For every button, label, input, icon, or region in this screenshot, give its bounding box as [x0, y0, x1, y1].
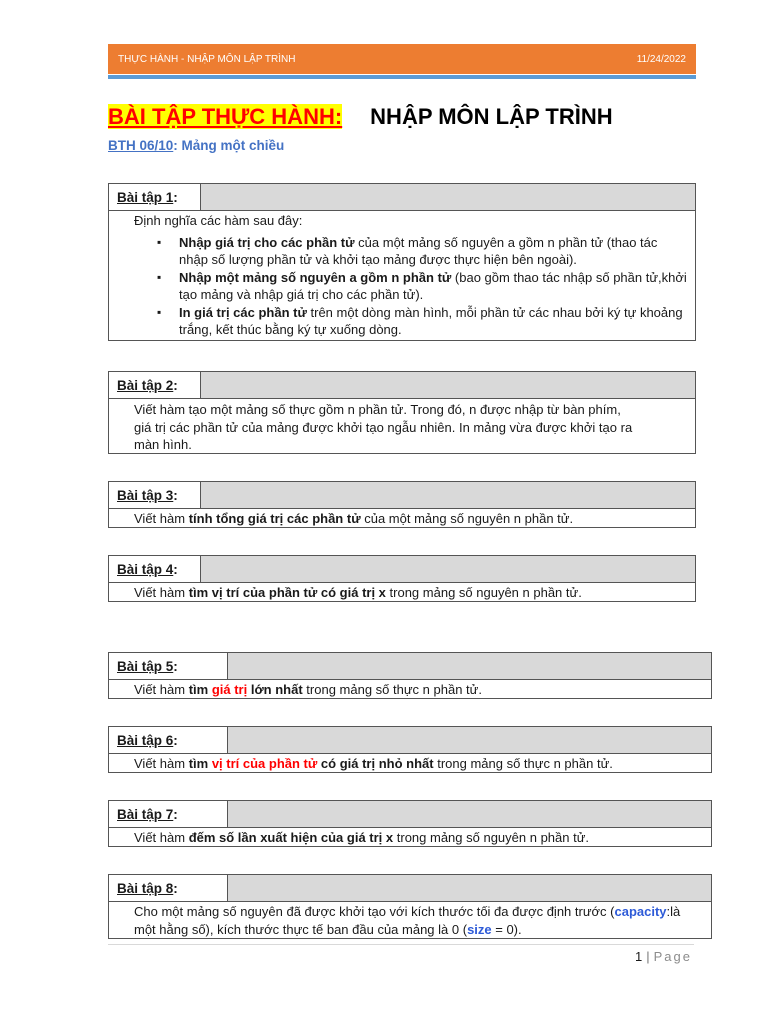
exercise-label: Bài tập 5 :	[109, 653, 228, 679]
exercise-label: Bài tập 3 :	[109, 482, 201, 508]
list-item: ▪ Nhập một mảng số nguyên a gồm n phần tử (bao gồm thao tác nhập số phần tử,khởi tạo mảng và nhập giá trị cho các phần tử).	[179, 269, 687, 304]
exercise-body: Viết hàm tìm giá trị lớn nhất trong mảng số thực n phần tử.	[134, 682, 482, 697]
exercise-items	[134, 234, 687, 339]
exercise-label: Bài tập 7 :	[109, 801, 228, 827]
exercise-header	[109, 372, 695, 399]
exercise-header-fill	[201, 372, 695, 398]
list-item: ▪ In giá trị các phần tử trên một dòng màn hình, mỗi phần tử các nhau bởi ký tự khoảng trắng, kết thúc bằng ký tự xuống dòng.	[179, 304, 687, 339]
page-number: 1	[635, 949, 643, 964]
exercise-5	[108, 652, 712, 699]
exercise-header	[109, 875, 711, 902]
exercise-body: Viết hàm đếm số lần xuất hiện của giá trị x trong mảng số nguyên n phần tử.	[134, 830, 590, 845]
exercise-label: Bài tập 8 :	[109, 875, 228, 901]
exercise-header-fill	[201, 184, 695, 210]
header-course-title: THỰC HÀNH - NHẬP MÔN LẬP TRÌNH	[118, 54, 296, 65]
page-footer	[635, 949, 692, 964]
footer-divider	[108, 944, 694, 945]
title-main: NHẬP MÔN LẬP TRÌNH	[370, 104, 613, 129]
page-title	[108, 104, 613, 130]
exercise-header-fill	[201, 482, 695, 508]
exercise-label: Bài tập 2 :	[109, 372, 201, 398]
exercise-header	[109, 801, 711, 828]
exercise-body: Viết hàm tính tổng giá trị các phần tử của một mảng số nguyên n phần tử.	[134, 511, 574, 526]
exercise-3	[108, 481, 696, 528]
exercise-label: Bài tập 1 :	[109, 184, 201, 210]
exercise-label: Bài tập 6 :	[109, 727, 228, 753]
exercise-body	[109, 399, 695, 453]
exercise-body: Cho một mảng số nguyên đã được khởi tạo với kích thước tối đa được định trước (capacity:là một hằng số), kích thước thực tế ban đầu của mảng là 0 (size = 0).	[134, 904, 681, 937]
page-word: Page	[653, 949, 692, 964]
subtitle-code: BTH 06/10	[108, 138, 174, 153]
exercise-header	[109, 482, 695, 509]
header-date: 11/24/2022	[636, 54, 686, 65]
exercise-intro: Định nghĩa các hàm sau đây:	[134, 213, 303, 228]
exercise-header-fill	[228, 653, 711, 679]
title-prefix: BÀI TẬP THỰC HÀNH:	[108, 104, 343, 129]
exercise-header	[109, 556, 695, 583]
exercise-body: Viết hàm tìm vị trí của phần tử có giá trị nhỏ nhất trong mảng số thực n phần tử.	[134, 756, 613, 771]
exercise-label: Bài tập 4 :	[109, 556, 201, 582]
list-item: ▪ Nhập giá trị cho các phần tử của một mảng số nguyên a gồm n phần tử (thao tác nhập số lượng phần tử và khởi tạo mảng được thực hiện bên ngoài).	[179, 234, 687, 269]
exercise-header-fill	[201, 556, 695, 582]
exercise-header-fill	[228, 801, 711, 827]
exercise-6	[108, 726, 712, 773]
exercise-header	[109, 653, 711, 680]
exercise-header	[109, 727, 711, 754]
header-divider	[108, 75, 696, 79]
exercise-2	[108, 371, 696, 454]
exercise-text: Viết hàm tạo một mảng số thực gồm n phần tử. Trong đó, n được nhập từ bàn phím, giá trị các phần tử của mảng được khởi tạo ngẫu nhiên. In mảng vừa được khởi tạo ra màn hình.	[134, 402, 633, 452]
exercise-8	[108, 874, 712, 939]
exercise-header-fill	[228, 727, 711, 753]
exercise-7	[108, 800, 712, 847]
footer-separator: |	[646, 949, 650, 964]
exercise-body	[109, 211, 695, 340]
exercise-header-fill	[228, 875, 711, 901]
exercise-header	[109, 184, 695, 211]
exercise-4	[108, 555, 696, 602]
exercise-body: Viết hàm tìm vị trí của phần tử có giá trị x trong mảng số nguyên n phần tử.	[134, 585, 582, 600]
exercise-1	[108, 183, 696, 341]
subtitle-topic: : Mảng một chiều	[173, 138, 285, 153]
page-header	[108, 44, 696, 74]
page-subtitle	[108, 138, 284, 153]
